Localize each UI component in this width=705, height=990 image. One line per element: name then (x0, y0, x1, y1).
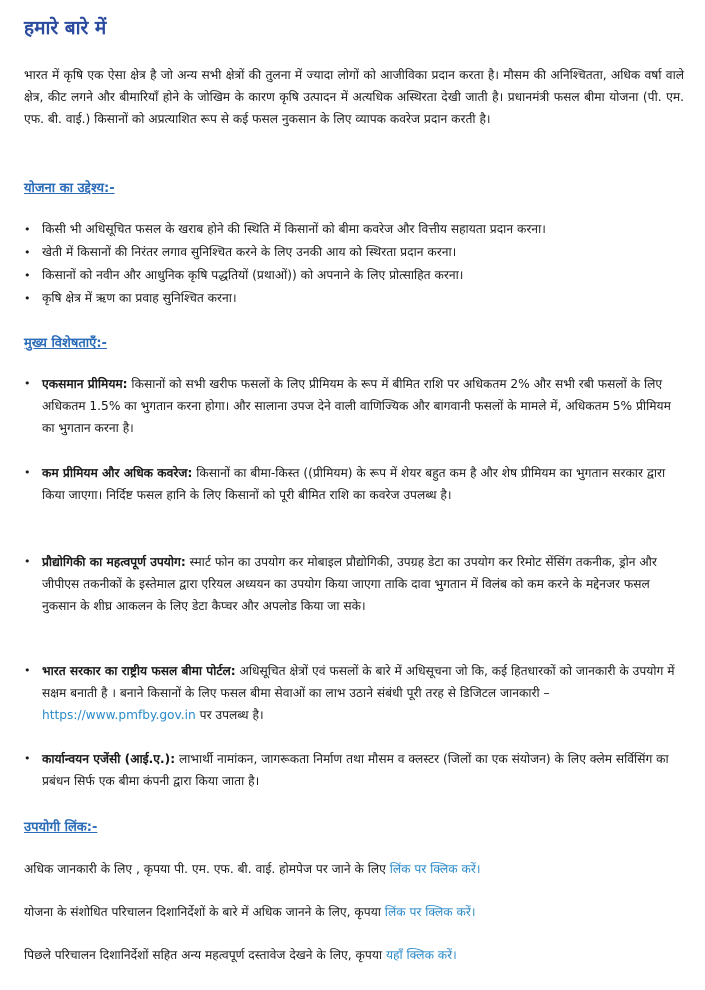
useful-link-text: अधिक जानकारी के लिए , कृपया पी. एम. एफ. बी. वाई. होमपेज पर जाने के लिए (24, 862, 390, 876)
feature-text: किसानों को सभी खरीफ फसलों के लिए प्रीमियम के रूप में बीमित राशि पर अधिकतम 2% और सभी रबी फसलों के लिए अधिकतम 1.5% का भुगतान करना होगा। और सालाना उपज देने वाली वाणिज्यिक और बागवानी फसलों के मामले में, अधिकतम 5% प्रीमियम का भुगतान करना है। (42, 377, 671, 435)
homepage-link[interactable]: लिंक पर क्लिक करें। (389, 862, 481, 876)
revised-guidelines-link[interactable]: लिंक पर क्लिक करें। (384, 905, 476, 919)
useful-link-row-previous-guidelines (24, 945, 457, 965)
useful-link-text: पिछले परिचालन दिशानिर्देशों सहित अन्य महत्वपूर्ण दस्तावेज देखने के लिए, कृपया (24, 948, 386, 962)
feature-text-after: पर उपलब्ध है। (195, 708, 264, 722)
intro-paragraph: भारत में कृषि एक ऐसा क्षेत्र है जो अन्य सभी क्षेत्रों की तुलना में ज्यादा लोगों को आजीविका प्रदान करता है। मौसम की अनिश्चितता, अधिक वर्षा वाले क्षेत्र, कीट लगने और बीमारियाँ होने के जोखिम के कारण कृषि उत्पादन में अत्यधिक अस्थिरता देखी जाती है। प्रधानमंत्री फसल बीमा योजना (पी. एम. एफ. बी. वाई.) किसानों को अप्रत्याशित रूप से कई फसल नुकसान के लिए व्यापक कवरेज प्रदान करती है। (24, 68, 684, 126)
list-item: • कृषि क्षेत्र में ऋण का प्रवाह सुनिश्चित करना। (24, 287, 686, 310)
page-title: हमारे बारे में (24, 17, 107, 39)
list-item: • खेती में किसानों की निरंतर लगाव सुनिश्चित करने के लिए उनकी आय को स्थिरता प्रदान करना। (24, 241, 686, 264)
objectives-list (24, 218, 686, 310)
feature-item-low-premium (24, 462, 682, 506)
features-heading: मुख्य विशेषताएँ:- (24, 336, 107, 351)
useful-link-text: योजना के संशोधित परिचालन दिशानिर्देशों के बारे में अधिक जानने के लिए, कृपया (24, 905, 385, 919)
useful-link-row-revised-guidelines (24, 902, 476, 922)
feature-text: स्मार्ट फोन का उपयोग कर मोबाइल प्रौद्योगिकी, उपग्रह डेटा का उपयोग कर रिमोट सेंसिंग तकनीक, ड्रोन और जीपीएस तकनीकों के इस्तेमाल द्वारा एरियल अध्ययन का उपयोग किया जाएगा ताकि दावा भुगतान में विलंब को कम करने के मद्देनजर फसल नुकसान के शीघ्र आकलन के लिए डेटा कैप्चर और अपलोड किया जा सके। (42, 555, 657, 613)
feature-title: कार्यान्वयन एजेंसी (आई.ए.): (42, 752, 176, 766)
list-item: • किसी भी अधिसूचित फसल के खराब होने की स्थिति में किसानों को बीमा कवरेज और वित्तीय सहायता प्रदान करना। (24, 218, 686, 241)
feature-title: प्रौद्योगिकी का महत्वपूर्ण उपयोग: (42, 555, 186, 569)
feature-text: लाभार्थी नामांकन, जागरूकता निर्माण तथा मौसम व क्लस्टर (जिलों का एक संयोजन) के लिए क्लेम सर्विसिंग का प्रबंधन सिर्फ एक बीमा कंपनी द्वारा किया जाता है। (42, 752, 669, 788)
feature-item-implementing-agency (24, 748, 682, 792)
pmfby-website-link[interactable]: https://www.pmfby.gov.in (42, 708, 196, 722)
feature-text: अधिसूचित क्षेत्रों एवं फसलों के बारे में अधिसूचना जो कि, कई हितधारकों को जानकारी के उपयोग में सक्षम बनाती है । बनाने किसानों के लिए फसल बीमा सेवाओं का लाभ उठाने संबंधी पूरी तरह से डिजिटल जानकारी – (42, 664, 675, 700)
objectives-heading: योजना का उद्देश्य:- (24, 181, 115, 196)
previous-guidelines-link[interactable]: यहाँ क्लिक करें। (385, 948, 457, 962)
useful-links-heading: उपयोगी लिंक:- (24, 820, 98, 835)
feature-title: एकसमान प्रीमियम: (42, 377, 128, 391)
useful-link-row-homepage (24, 859, 480, 879)
list-item: • किसानों को नवीन और आधुनिक कृषि पद्धतियों (प्रथाओं)) को अपनाने के लिए प्रोत्साहित करना। (24, 264, 686, 287)
feature-item-portal (24, 660, 682, 726)
feature-item-technology (24, 551, 682, 617)
feature-title: कम प्रीमियम और अधिक कवरेज: (42, 466, 193, 480)
feature-text: किसानों का बीमा-किस्त ((प्रीमियम) के रूप में शेयर बहुत कम है और शेष प्रीमियम का भुगतान सरकार द्वारा किया जाएगा। निर्दिष्ट फसल हानि के लिए किसानों को पूरी बीमित राशि का कवरेज उपलब्ध है। (42, 466, 666, 502)
feature-item-uniform-premium (24, 373, 682, 439)
feature-title: भारत सरकार का राष्ट्रीय फसल बीमा पोर्टल: (42, 664, 236, 678)
